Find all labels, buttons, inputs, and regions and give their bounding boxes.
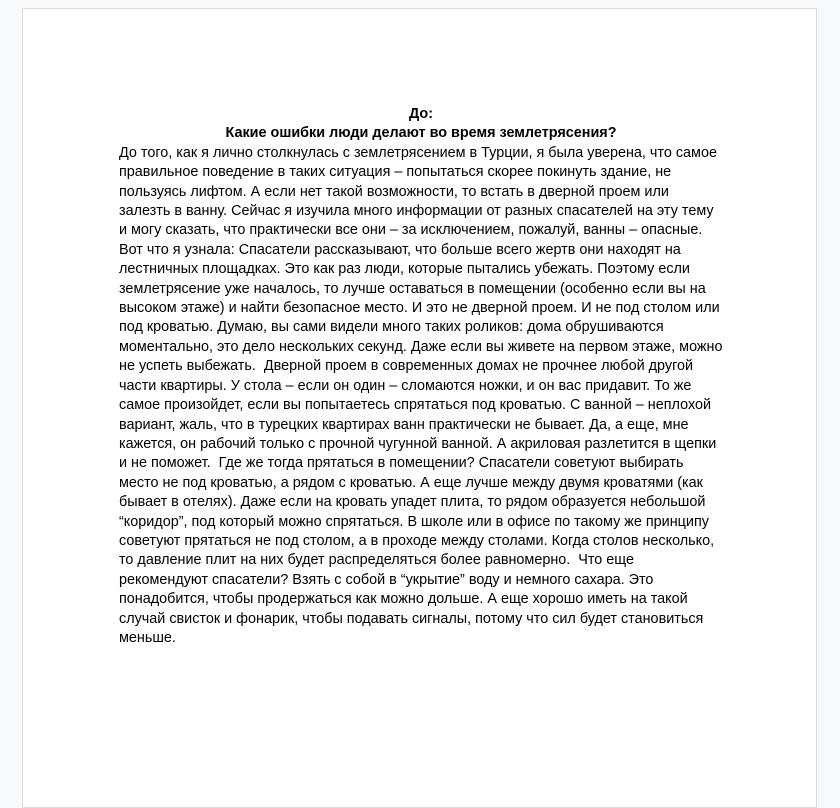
document-label: До: bbox=[408, 106, 433, 122]
document-body: До того, как я лично столкнулась с землетрясением в Турции, я была уверена, что самое правильное поведение в таких ситуация – попытаться скорее покинуть здание, не пользуясь лифтом. А если нет такой возможности, то встать в дверной проем или залезть в ванну. Сейчас я изучила много информации от разных спасателей на эту тему и могу сказать, что практически все они – за исключением, пожалуй, ванны – опасные. Вот что я узнала: Спасатели рассказывают, что больше всего жертв они находят на лестничных площадках. Это как раз люди, которые пытались убежать. Поэтому если землетрясение уже началось, то лучше оставаться в помещении (особенно если вы на высоком этаже) и найти безопасное место. И это не дверной проем. И не под столом или под кроватью. Думаю, вы сами видели много таких роликов: дома обрушиваются моментально, это дело нескольких секунд. Даже если вы живете на первом этаже, можно не успеть выбежать. Дверной проем в современных домах не прочнее любой другой части квартиры. У стола – если он один – сломаются ножки, и он вас придавит. То же самое произойдет, если вы попытаетесь спрятаться под кроватью. С ванной – неплохой вариант, жаль, что в турецких квартирах ванн практически не бывает. Да, а еще, мне кажется, он рабочий только с прочной чугунной ванной. А акриловая разлетится в щепки и не поможет. Где же тогда прятаться в помещении? Спасатели советуют выбирать место не под кроватью, а рядом с кроватью. А еще лучше между двумя кроватями (как бывает в отелях). Даже если на кровать упадет плита, то рядом образуется небольшой “коридор”, под который можно спрятаться. В школе или в офисе по такому же принципу советуют прятаться не под столом, а в проходе между столами. Когда столов несколько, то давление плит на них будет распределяться более равномерно. Что еще рекомендуют спасатели? Взять с собой в “укрытие” воду и немного сахара. Это понадобится, чтобы продержаться как можно дольше. А еще хорошо иметь на такой случай свисток и фонарик, чтобы подавать сигналы, потому что сил будет становиться меньше. bbox=[119, 144, 727, 646]
document-page bbox=[22, 8, 817, 808]
document-title: Какие ошибки люди делают во время землетрясения? bbox=[225, 125, 617, 142]
document-content[interactable] bbox=[119, 105, 727, 648]
